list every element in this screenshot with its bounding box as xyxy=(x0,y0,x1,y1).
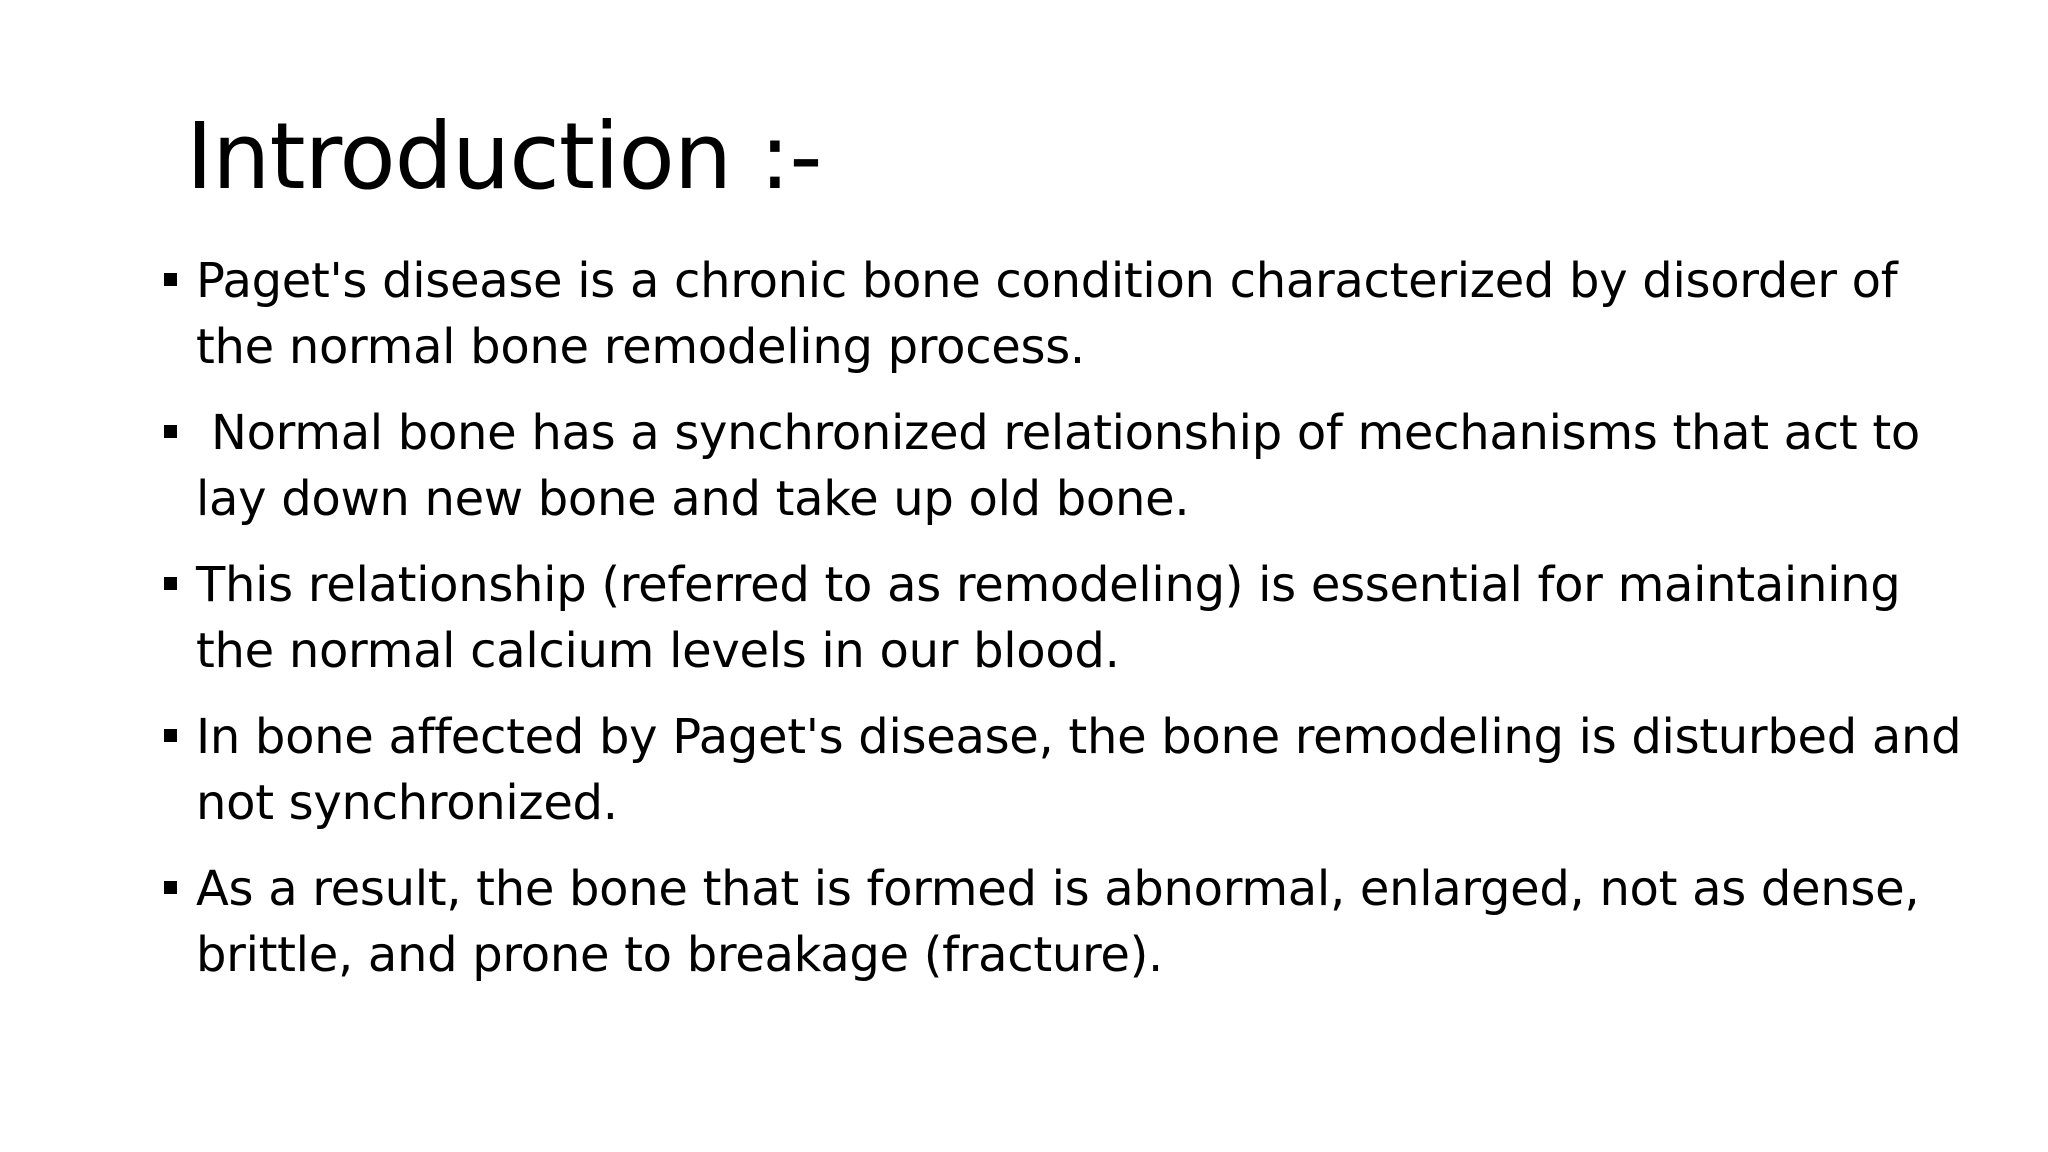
bullet-text: In bone affected by Paget's disease, the bone remodeling is disturbed and not synchronized. xyxy=(196,709,1962,831)
square-bullet-icon xyxy=(164,881,177,894)
square-bullet-icon xyxy=(164,273,177,286)
square-bullet-icon xyxy=(164,425,177,438)
bullet-item xyxy=(160,400,1980,532)
bullet-item xyxy=(160,704,1980,836)
bullet-item xyxy=(160,552,1980,684)
bullet-text: Paget's disease is a chronic bone condition characterized by disorder of the normal bone remodeling process. xyxy=(196,253,1898,375)
bullet-text: Normal bone has a synchronized relationship of mechanisms that act to lay down new bone and take up old bone. xyxy=(196,405,1935,527)
square-bullet-icon xyxy=(164,729,177,742)
square-bullet-icon xyxy=(164,577,177,590)
bullet-list xyxy=(160,248,1980,1008)
bullet-item xyxy=(160,248,1980,380)
bullet-text: As a result, the bone that is formed is abnormal, enlarged, not as dense, brittle, and prone to breakage (fracture). xyxy=(196,861,1920,983)
slide-title: Introduction :- xyxy=(186,103,822,210)
bullet-item xyxy=(160,856,1980,988)
bullet-text: This relationship (referred to as remodeling) is essential for maintaining the normal calcium levels in our blood. xyxy=(196,557,1901,679)
